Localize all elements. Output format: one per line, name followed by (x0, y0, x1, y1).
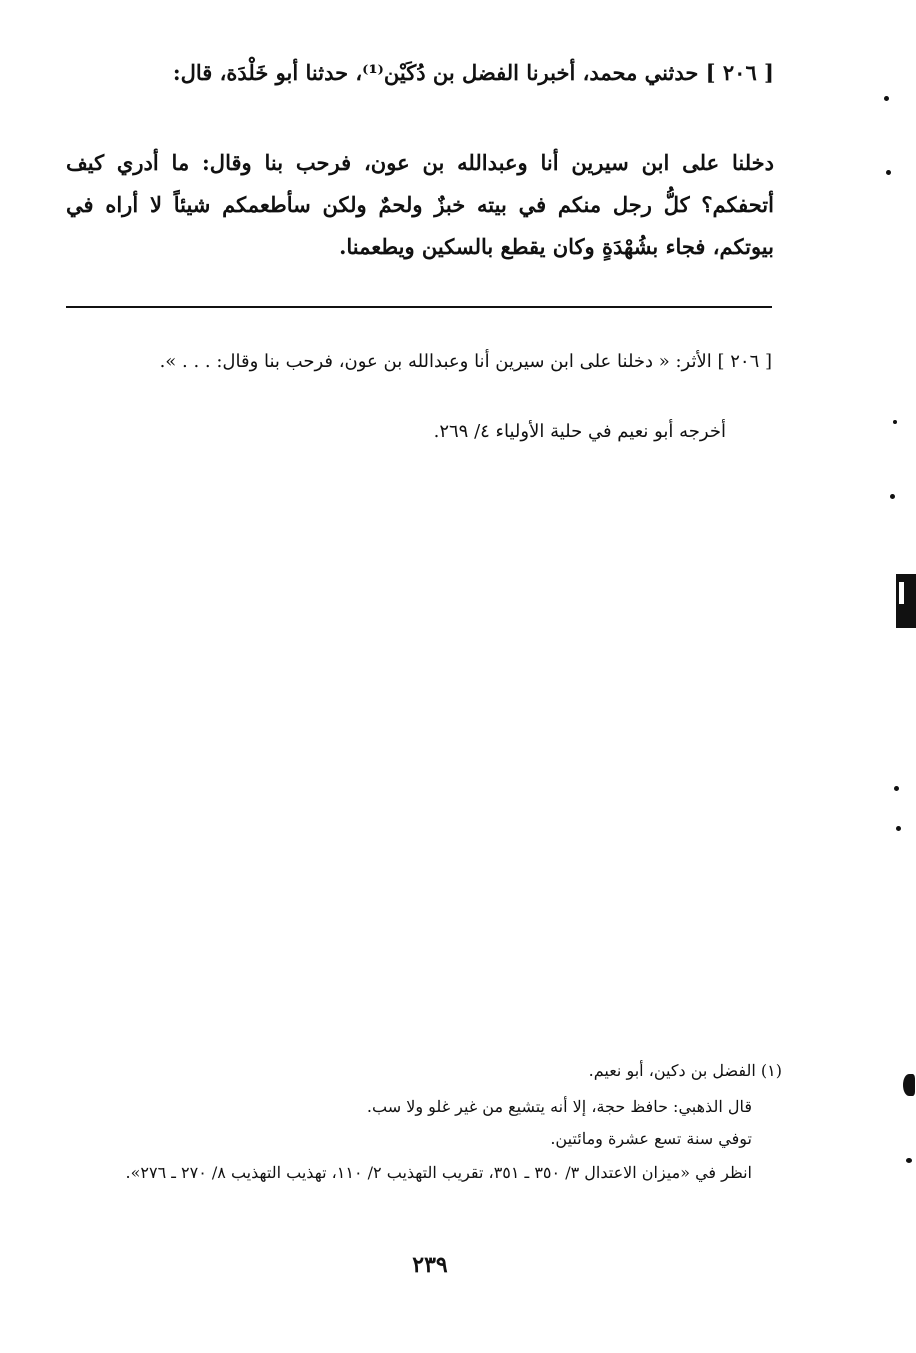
footnote-1-references: انظر في «ميزان الاعتدال ٣/ ٣٥٠ ـ ٣٥١، تقريب التهذيب ٢/ ١١٠، تهذيب التهذيب ٨/ ٢٧٠ ـ ٢٧٦». (125, 1163, 752, 1182)
commentary-note-206-source: أخرجه أبو نعيم في حلية الأولياء ٤/ ٢٦٩. (433, 421, 726, 442)
scan-speck (893, 420, 897, 424)
footnote-1-title: (١) الفضل بن دكين، أبو نعيم. (588, 1061, 782, 1080)
scan-speck (896, 826, 901, 831)
page-number: ٢٣٩ (412, 1252, 448, 1278)
scan-blob (903, 1074, 915, 1096)
hadith-206-text-paragraph: دخلنا على ابن سيرين أنا وعبدالله بن عون، فرحب بنا وقال: ما أدري كيف أتحفكم؟ كلُّ رجل منكم في بيته خبزٌ ولحمٌ ولكن سأطعمكم شيئاً لا أراه في بيوتكم، فجاء بشُهْدَةٍ وكان يقطع بالسكين ويطعمنا. (66, 150, 774, 259)
commentary-note-206: [ ٢٠٦ ] الأثر: « دخلنا على ابن سيرين أنا وعبدالله بن عون، فرحب بنا وقال: . . . ». (159, 351, 772, 372)
scan-speck (886, 170, 891, 175)
scan-speck (890, 494, 895, 499)
scan-speck (894, 786, 899, 791)
footnote-1-dhahabi: قال الذهبي: حافظ حجة، إلا أنه يتشيع من غير غلو ولا سب. (366, 1097, 752, 1116)
footnote-1-death: توفي سنة تسع عشرة ومائتين. (550, 1129, 752, 1148)
hadith-206-chain-paragraph: [ ٢٠٦ ] حدثني محمد، أخبرنا الفضل بن دُكَيْن⁽¹⁾، حدثنا أبو خَلْدَة، قال: (172, 60, 774, 85)
scan-speck (884, 96, 889, 101)
section-edge-tab-mark (899, 582, 904, 604)
scan-speck (906, 1158, 912, 1163)
footnote-divider (66, 306, 772, 308)
